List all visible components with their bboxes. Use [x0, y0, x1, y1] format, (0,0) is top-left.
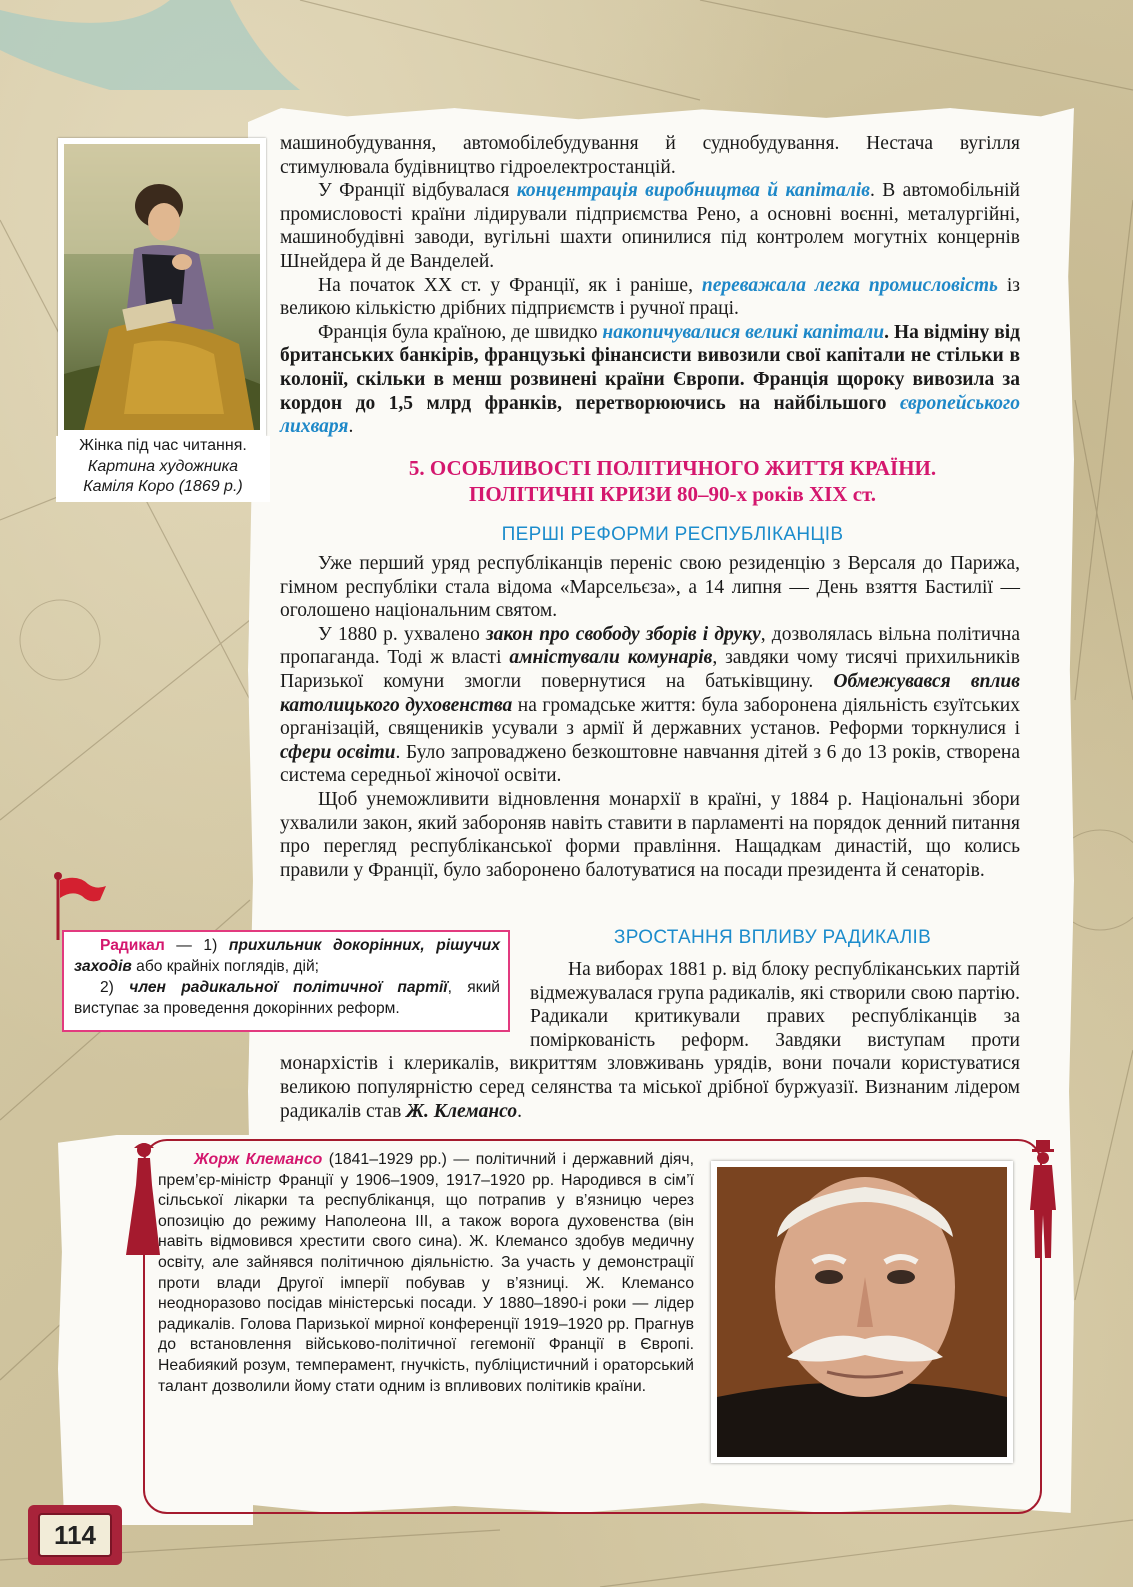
caption-artist-name: Каміля Коро (1869 р.) — [83, 478, 243, 495]
subhead-radicals: ЗРОСТАННЯ ВПЛИВУ РАДИКАЛІВ — [613, 927, 932, 948]
section-title-line2: ПОЛІТИЧНІ КРИЗИ 80–90-х років XIX ст. — [468, 482, 877, 506]
bio-name: Жорж Клемансо — [194, 1151, 323, 1168]
radicals-text — [280, 958, 1020, 1123]
page-number-badge — [28, 1505, 122, 1565]
page-number: 114 — [38, 1513, 112, 1557]
paragraph-light-industry: На початок XX ст. у Франції, як і раніше, переважала легка промисловість із великою кількістю дрібних підприємств і ручної праці. — [280, 274, 1020, 320]
reforms-text — [280, 552, 1020, 882]
subhead-first-reforms: ПЕРШІ РЕФОРМИ РЕСПУБЛІКАНЦІВ — [501, 524, 844, 545]
caption-artist-line: Картина художника — [87, 457, 239, 475]
paragraph-first-government: Уже перший уряд республіканців переніс свою резиденцію з Версаля до Парижа, гімном республіки стала відома «Марсельєза», а 14 липня — День взяття Бастилії — оголошено національним святом. — [280, 553, 1020, 622]
caption-title: Жінка під час читання. — [79, 437, 247, 454]
clemenceau-bio-text — [158, 1150, 694, 1397]
lady-silhouette-icon — [122, 1140, 162, 1260]
definition-line1: Радикал — 1) прихильник докорінних, рішучих заходів або крайніх поглядів, дій; — [74, 937, 500, 975]
section-title-line1: 5. ОСОБЛИВОСТІ ПОЛІТИЧНОГО ЖИТТЯ КРАЇНИ. — [408, 456, 937, 480]
paragraph-1880-laws: У 1880 р. ухвалено закон про свободу зборів і друку, дозволялась вільна політична пропаганда. Тоді ж власті амністували комунарів, завдяки чому тисячі прихильників Паризької комуни змогли повернутися на батьківщину. Обмежувався вплив католицького духовенства на громадське життя: була заборонена діяльність єзуїтських організацій, священиків усували з армії й державних установ. Реформи торкнулися і сфери освіти. Було запроваджено безкоштовне навчання дітей з 6 до 13 років, створена система середньої жіночої освіти. — [280, 623, 1020, 787]
clemenceau-portrait-frame — [711, 1161, 1013, 1463]
gentleman-silhouette-icon — [1024, 1140, 1064, 1260]
definition-line2: 2) член радикальної політичної партії, який виступає за проведення докорінних реформ. — [74, 979, 500, 1017]
paragraph-concentration: У Франції відбувалася концентрація виробництва й капіталів. В автомобільній промисловості країни лідирували підприємства Рено, а основні воєнні, металургійні, машинобудівні заводи, вугільні шахти опинилися під контролем могутніх концернів Шнейдера й де Ванделей. — [280, 180, 1020, 272]
definition-term: Радикал — [100, 937, 165, 954]
painting-image — [64, 144, 260, 430]
painting-caption — [56, 436, 270, 502]
paragraph-industry: машинобудування, автомобілебудування й суднобудування. Нестача вугілля стимулювала будівництво гідроелектростанцій. — [280, 133, 1020, 178]
paragraph-capital: Франція була країною, де швидко накопичувалися великі капітали. На відміну від британських банкірів, французькі фінансисти вивозили свої капітали не стільки в колонії, скільки в менш розвинені країни Європи. Франція щороку вивозила за кордон до 1,5 млрд франків, перетворюючись на найбільшого європейського лихваря. — [280, 321, 1021, 438]
paragraph-radicals: На виборах 1881 р. від блоку республіканських партій відмежувалася група радикалів, які створили свою партію. Радикали критикували правих республіканців за поміркованість реформ. Завдяки виступам проти монархістів і клерикалів, викриттям зловживань урядів, вони почали користуватися великою популярністю серед селянства та міської дрібної буржуазії. Визнаним лідером радикалів став Ж. Клемансо. — [280, 959, 1020, 1122]
economy-text — [280, 132, 1020, 439]
section-5-title — [260, 455, 1085, 507]
paragraph-1884-law: Щоб унеможливити відновлення монархії в країні, у 1884 р. Національні збори ухвалили закон, який забороняв навіть ставити в парламенті на порядок денний питання про перегляд республіканської форми правління. Нащадкам династій, що колись правили у Франції, було заборонено балотуватися на посади президента й сенаторів. — [280, 788, 1020, 881]
bio-paragraph: Жорж Клемансо (1841–1929 рр.) — політичний і державний діяч, прем’єр-міністр Франції у 1906–1909, 1917–1920 рр. Народився в сім’ї сільської лікарки та республіканця, що потрапив у в’язницю через опозицію до режиму Наполеона III, а також ворога духовенства (він навіть відмовився хрестити свого сина). Ж. Клемансо здобув медичну освіту, але зайнявся політичною діяльністю. За участь у демонстрації проти влади Другої імперії побував у в’язниці. Ж. Клемансо неодноразово посідав міністерські посади. У 1880–1890-і роки — лідер радикалів. Голова Паризької мирної конференції 1919–1920 рр. Прагнув до встановлення військово-політичної гегемонії Франції в Європі. Неабиякий розум, темперамент, гнучкість, публіцистичний і ораторський талант дозволили йому стати одним із впливових політиків країни. — [158, 1151, 695, 1395]
painting-frame — [58, 138, 266, 436]
clemenceau-portrait — [717, 1167, 1007, 1457]
